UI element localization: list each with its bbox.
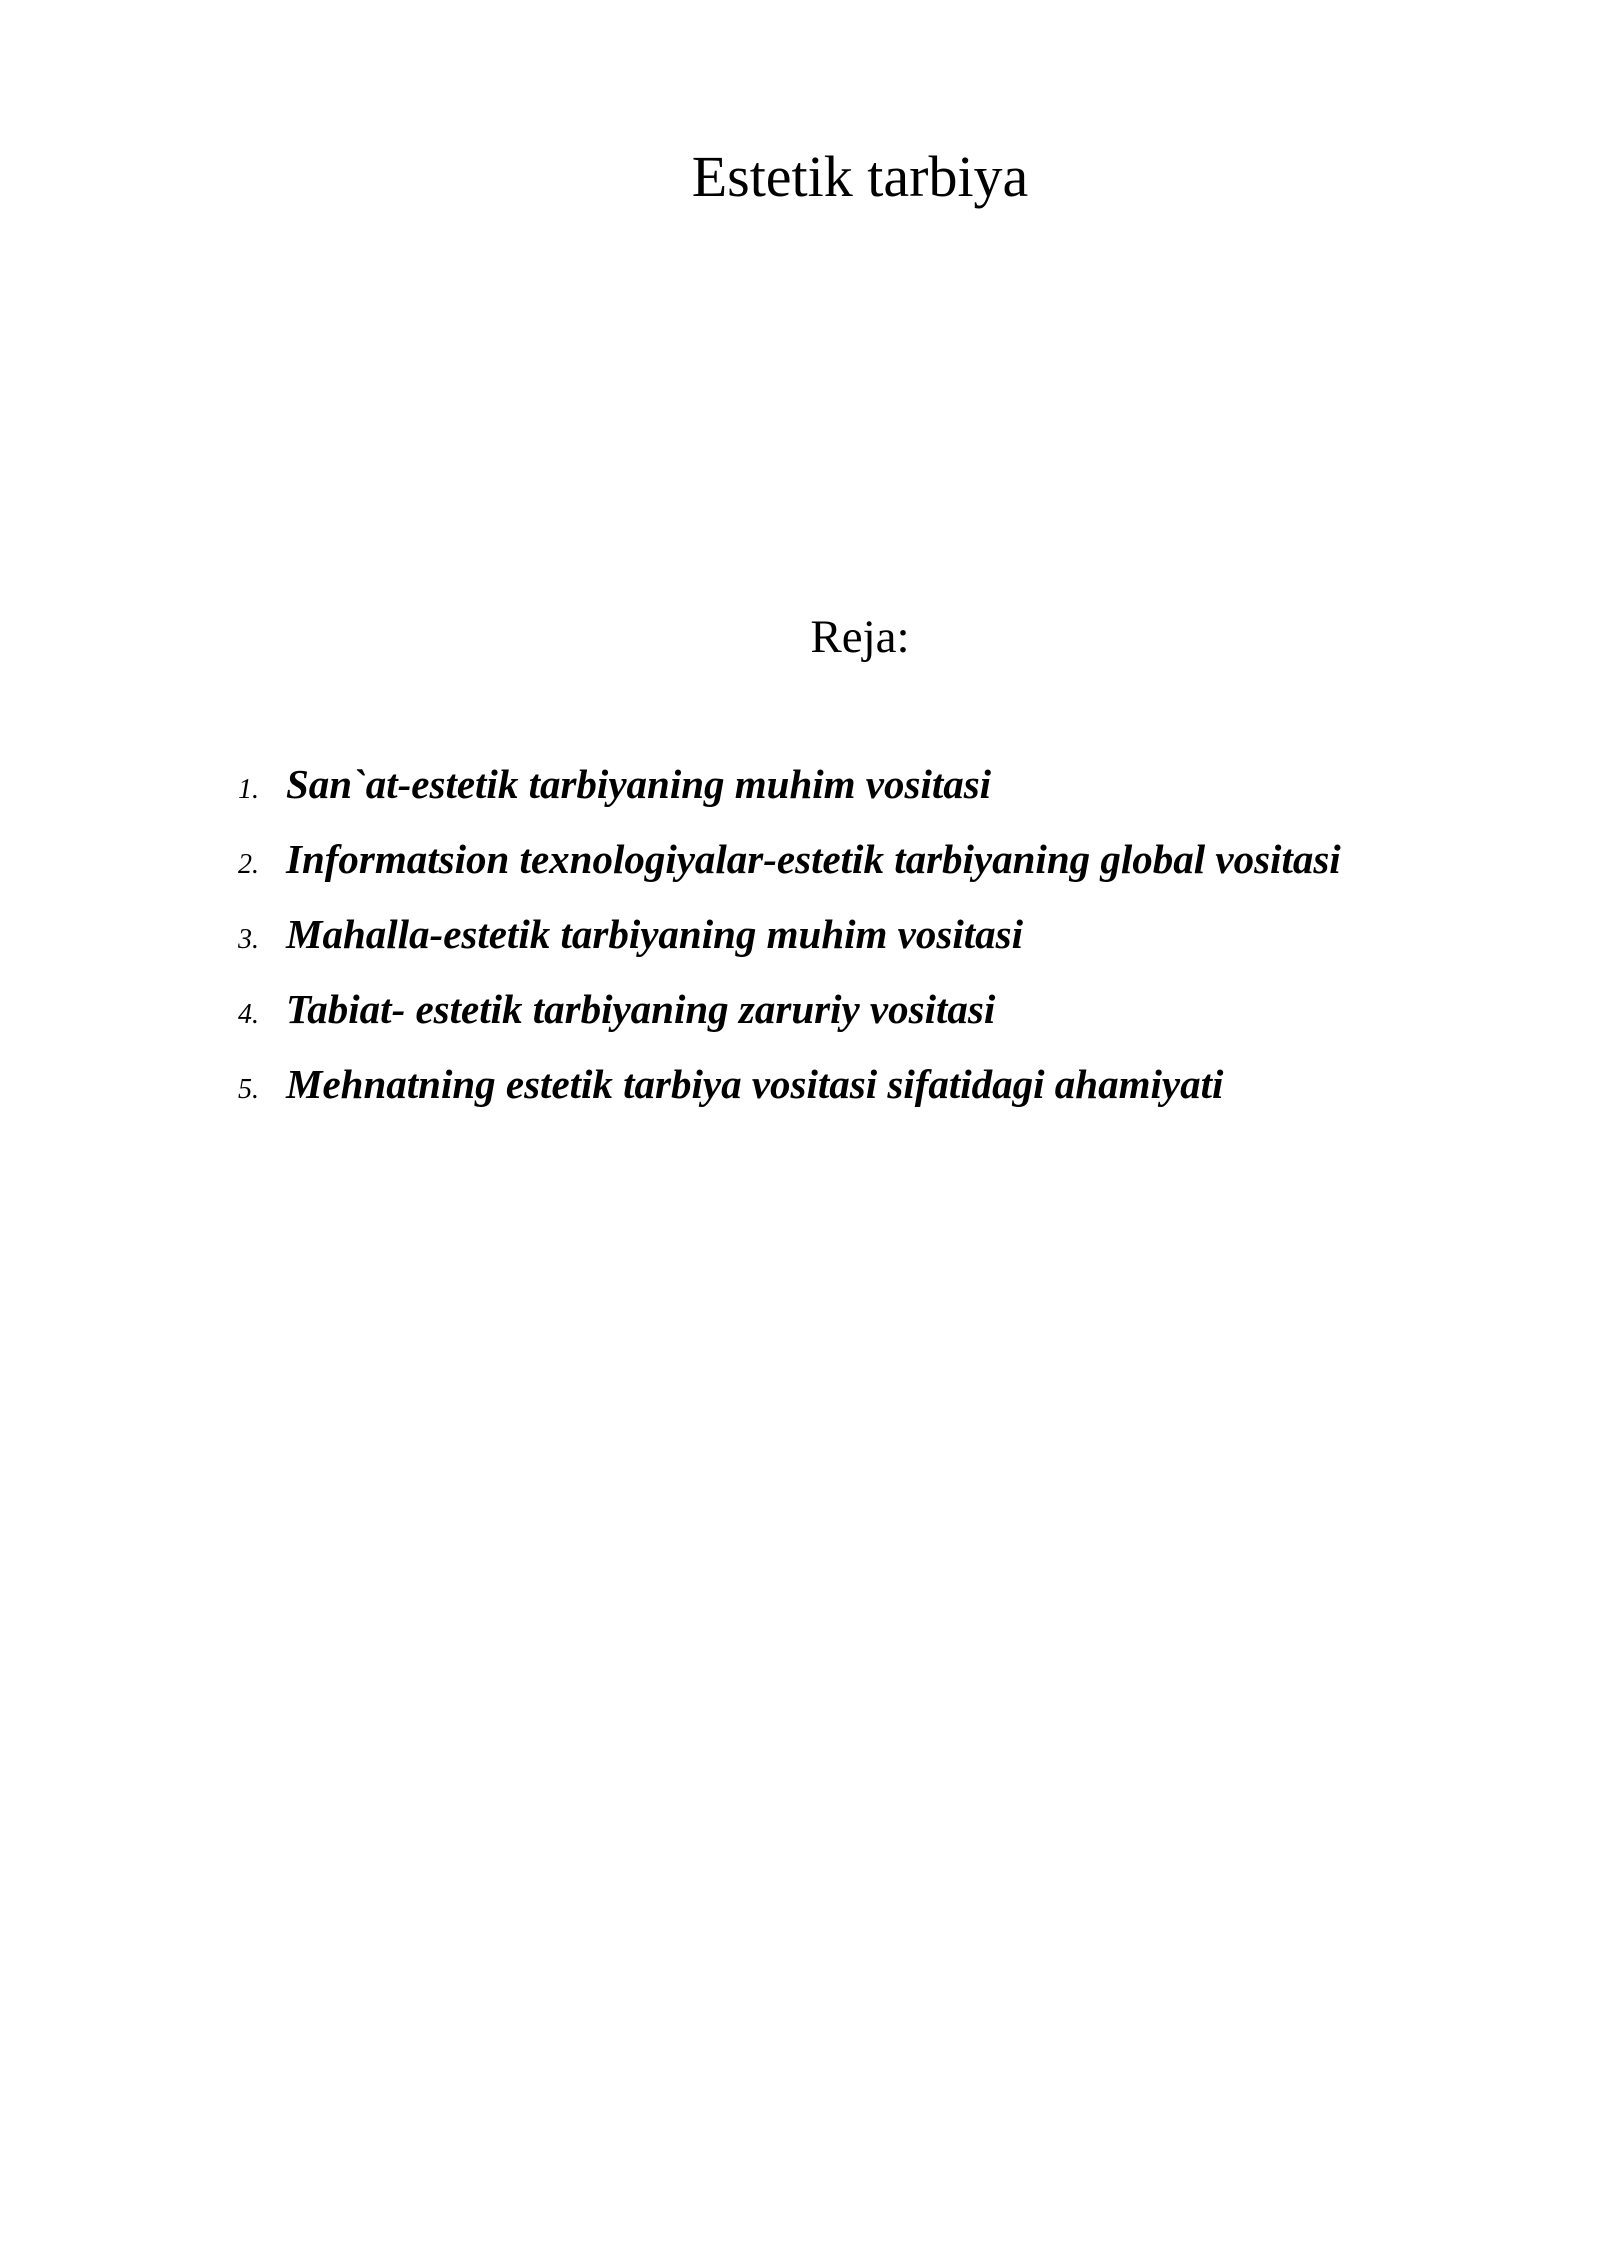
plan-item-number: 3. [238, 924, 259, 955]
plan-item-2 [238, 835, 1488, 910]
plan-item-text: San`at-estetik tarbiyaning muhim vositasi [286, 761, 992, 807]
plan-item-number: 4. [238, 999, 259, 1030]
plan-item-text: Mahalla-estetik tarbiyaning muhim vositasi [286, 911, 1023, 957]
plan-item-text: Mehnatning estetik tarbiya vositasi sifatidagi ahamiyati [286, 1061, 1224, 1107]
plan-list [238, 760, 1488, 1135]
plan-item-number: 2. [238, 849, 259, 880]
plan-item-number: 5. [238, 1074, 259, 1105]
plan-item-text: Tabiat- estetik tarbiyaning zaruriy vositasi [286, 986, 996, 1032]
plan-item-4 [238, 985, 1488, 1060]
plan-item-1 [238, 760, 1488, 835]
plan-item-5 [238, 1060, 1488, 1135]
plan-item-3 [238, 910, 1488, 985]
document-title: Estetik tarbiya [691, 144, 1029, 209]
plan-heading: Reja: [810, 611, 910, 663]
plan-item-text: Informatsion texnologiyalar-estetik tarbiyaning global vositasi [286, 836, 1341, 882]
plan-item-number: 1. [238, 774, 259, 805]
